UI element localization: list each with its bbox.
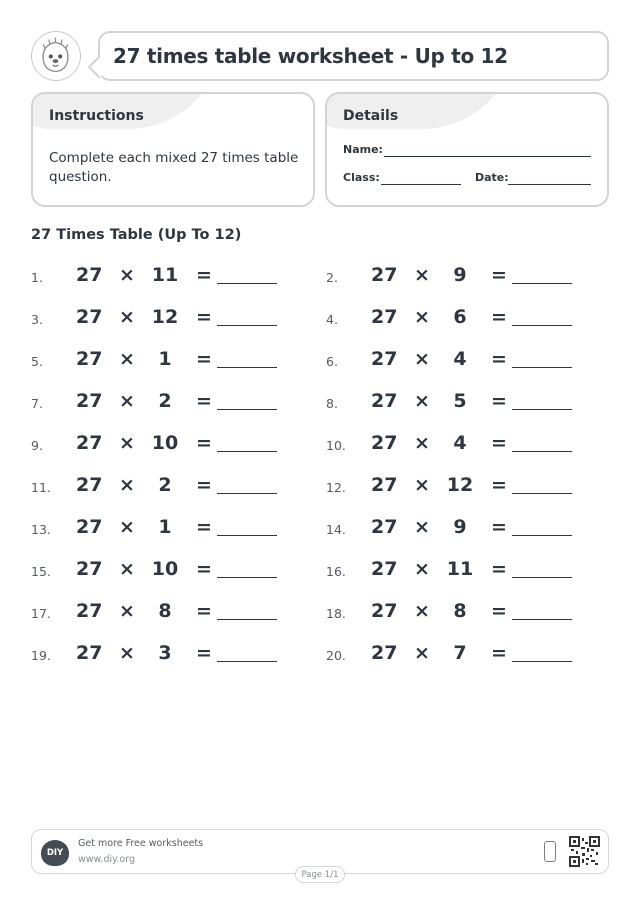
- operand-b: 7: [453, 642, 467, 664]
- answer-blank[interactable]: [217, 619, 277, 620]
- mascot-avatar-icon: [31, 31, 81, 81]
- equals-sign: =: [196, 558, 212, 580]
- operand-a: 27: [76, 390, 103, 412]
- problem-number: 15.: [31, 564, 51, 579]
- equals-sign: =: [491, 600, 507, 622]
- problem-3: [31, 306, 291, 330]
- times-sign: ×: [119, 390, 135, 412]
- equals-sign: =: [196, 390, 212, 412]
- problem-number: 11.: [31, 480, 51, 495]
- operand-b: 11: [151, 264, 179, 286]
- equals-sign: =: [491, 642, 507, 664]
- problem-12: [326, 474, 586, 498]
- times-sign: ×: [119, 642, 135, 664]
- operand-b: 8: [453, 600, 467, 622]
- section-heading: 27 Times Table (Up To 12): [31, 227, 242, 243]
- operand-b: 9: [453, 264, 467, 286]
- operand-a: 27: [371, 474, 398, 496]
- equals-sign: =: [196, 516, 212, 538]
- equals-sign: =: [491, 474, 507, 496]
- equals-sign: =: [491, 348, 507, 370]
- answer-blank[interactable]: [217, 367, 277, 368]
- operand-b: 8: [158, 600, 172, 622]
- operand-a: 27: [76, 558, 103, 580]
- times-sign: ×: [119, 264, 135, 286]
- times-sign: ×: [414, 558, 430, 580]
- operand-b: 10: [151, 558, 179, 580]
- operand-a: 27: [76, 516, 103, 538]
- footer-url-link[interactable]: www.diy.org: [78, 854, 135, 865]
- problem-11: [31, 474, 291, 498]
- problem-4: [326, 306, 586, 330]
- times-sign: ×: [414, 516, 430, 538]
- operand-a: 27: [76, 600, 103, 622]
- times-sign: ×: [414, 474, 430, 496]
- title-banner: [98, 31, 609, 81]
- operand-a: 27: [76, 432, 103, 454]
- equals-sign: =: [491, 264, 507, 286]
- operand-a: 27: [76, 264, 103, 286]
- problem-number: 12.: [326, 480, 346, 495]
- operand-b: 10: [151, 432, 179, 454]
- problem-6: [326, 348, 586, 372]
- operand-b: 5: [453, 390, 467, 412]
- problem-number: 10.: [326, 438, 346, 453]
- problem-number: 18.: [326, 606, 346, 621]
- operand-a: 27: [371, 558, 398, 580]
- problem-number: 9.: [31, 438, 43, 453]
- answer-blank[interactable]: [512, 325, 572, 326]
- date-field[interactable]: [508, 184, 591, 185]
- problem-14: [326, 516, 586, 540]
- problem-number: 3.: [31, 312, 43, 327]
- problem-19: [31, 642, 291, 666]
- problem-16: [326, 558, 586, 582]
- times-sign: ×: [414, 642, 430, 664]
- operand-b: 1: [158, 348, 172, 370]
- times-sign: ×: [414, 306, 430, 328]
- problem-9: [31, 432, 291, 456]
- operand-a: 27: [76, 642, 103, 664]
- answer-blank[interactable]: [512, 451, 572, 452]
- instructions-text: Complete each mixed 27 times table question.: [49, 150, 299, 185]
- problem-18: [326, 600, 586, 624]
- times-sign: ×: [119, 558, 135, 580]
- equals-sign: =: [196, 348, 212, 370]
- equals-sign: =: [196, 600, 212, 622]
- operand-a: 27: [371, 600, 398, 622]
- footer-promo-text: Get more Free worksheets: [78, 838, 204, 849]
- problem-number: 16.: [326, 564, 346, 579]
- operand-a: 27: [371, 642, 398, 664]
- operand-a: 27: [76, 474, 103, 496]
- operand-b: 1: [158, 516, 172, 538]
- operand-b: 4: [453, 348, 467, 370]
- operand-b: 11: [446, 558, 474, 580]
- name-field[interactable]: [384, 156, 591, 157]
- problem-number: 14.: [326, 522, 346, 537]
- problem-number: 4.: [326, 312, 338, 327]
- operand-b: 3: [158, 642, 172, 664]
- times-sign: ×: [414, 600, 430, 622]
- problem-number: 17.: [31, 606, 51, 621]
- diy-logo-icon[interactable]: DIY: [41, 840, 69, 866]
- operand-b: 2: [158, 474, 172, 496]
- qr-code-icon[interactable]: [569, 836, 600, 867]
- answer-blank[interactable]: [512, 409, 572, 410]
- problem-number: 2.: [326, 270, 338, 285]
- problem-15: [31, 558, 291, 582]
- answer-blank[interactable]: [217, 577, 277, 578]
- equals-sign: =: [196, 432, 212, 454]
- page-indicator: Page 1/1: [295, 866, 345, 883]
- answer-blank[interactable]: [217, 283, 277, 284]
- answer-blank[interactable]: [217, 451, 277, 452]
- operand-a: 27: [76, 306, 103, 328]
- class-field[interactable]: [381, 184, 461, 185]
- operand-b: 9: [453, 516, 467, 538]
- page-title: 27 times table worksheet - Up to 12: [113, 44, 508, 68]
- times-sign: ×: [414, 264, 430, 286]
- times-sign: ×: [414, 390, 430, 412]
- details-heading: Details: [343, 108, 399, 124]
- problem-number: 19.: [31, 648, 51, 663]
- equals-sign: =: [491, 306, 507, 328]
- operand-b: 6: [453, 306, 467, 328]
- times-sign: ×: [119, 348, 135, 370]
- operand-a: 27: [371, 306, 398, 328]
- answer-blank[interactable]: [512, 283, 572, 284]
- problem-7: [31, 390, 291, 414]
- times-sign: ×: [119, 600, 135, 622]
- equals-sign: =: [491, 390, 507, 412]
- operand-b: 12: [151, 306, 179, 328]
- equals-sign: =: [196, 306, 212, 328]
- problem-20: [326, 642, 586, 666]
- problem-10: [326, 432, 586, 456]
- operand-a: 27: [371, 432, 398, 454]
- problem-2: [326, 264, 586, 288]
- equals-sign: =: [491, 432, 507, 454]
- answer-blank[interactable]: [512, 619, 572, 620]
- instructions-heading: Instructions: [49, 108, 144, 124]
- operand-b: 12: [446, 474, 474, 496]
- operand-a: 27: [76, 348, 103, 370]
- answer-blank[interactable]: [512, 577, 572, 578]
- phone-icon: [544, 841, 556, 862]
- answer-blank[interactable]: [217, 493, 277, 494]
- name-label: Name:: [343, 143, 383, 156]
- times-sign: ×: [119, 474, 135, 496]
- answer-blank[interactable]: [217, 535, 277, 536]
- equals-sign: =: [491, 558, 507, 580]
- problem-number: 8.: [326, 396, 338, 411]
- instructions-card: [31, 92, 315, 207]
- problem-number: 20.: [326, 648, 346, 663]
- class-label: Class:: [343, 171, 380, 184]
- operand-a: 27: [371, 390, 398, 412]
- operand-b: 2: [158, 390, 172, 412]
- times-sign: ×: [119, 306, 135, 328]
- times-sign: ×: [414, 432, 430, 454]
- problem-number: 6.: [326, 354, 338, 369]
- equals-sign: =: [196, 642, 212, 664]
- date-label: Date:: [475, 171, 509, 184]
- problem-1: [31, 264, 291, 288]
- problem-17: [31, 600, 291, 624]
- problem-13: [31, 516, 291, 540]
- problem-8: [326, 390, 586, 414]
- operand-b: 4: [453, 432, 467, 454]
- problem-number: 1.: [31, 270, 43, 285]
- problem-number: 13.: [31, 522, 51, 537]
- equals-sign: =: [196, 264, 212, 286]
- times-sign: ×: [119, 432, 135, 454]
- answer-blank[interactable]: [512, 367, 572, 368]
- answer-blank[interactable]: [512, 535, 572, 536]
- answer-blank[interactable]: [217, 409, 277, 410]
- problem-number: 5.: [31, 354, 43, 369]
- problem-number: 7.: [31, 396, 43, 411]
- operand-a: 27: [371, 264, 398, 286]
- times-sign: ×: [119, 516, 135, 538]
- answer-blank[interactable]: [217, 661, 277, 662]
- problem-5: [31, 348, 291, 372]
- answer-blank[interactable]: [512, 493, 572, 494]
- operand-a: 27: [371, 348, 398, 370]
- times-sign: ×: [414, 348, 430, 370]
- details-card: [325, 92, 609, 207]
- operand-a: 27: [371, 516, 398, 538]
- equals-sign: =: [491, 516, 507, 538]
- equals-sign: =: [196, 474, 212, 496]
- answer-blank[interactable]: [217, 325, 277, 326]
- answer-blank[interactable]: [512, 661, 572, 662]
